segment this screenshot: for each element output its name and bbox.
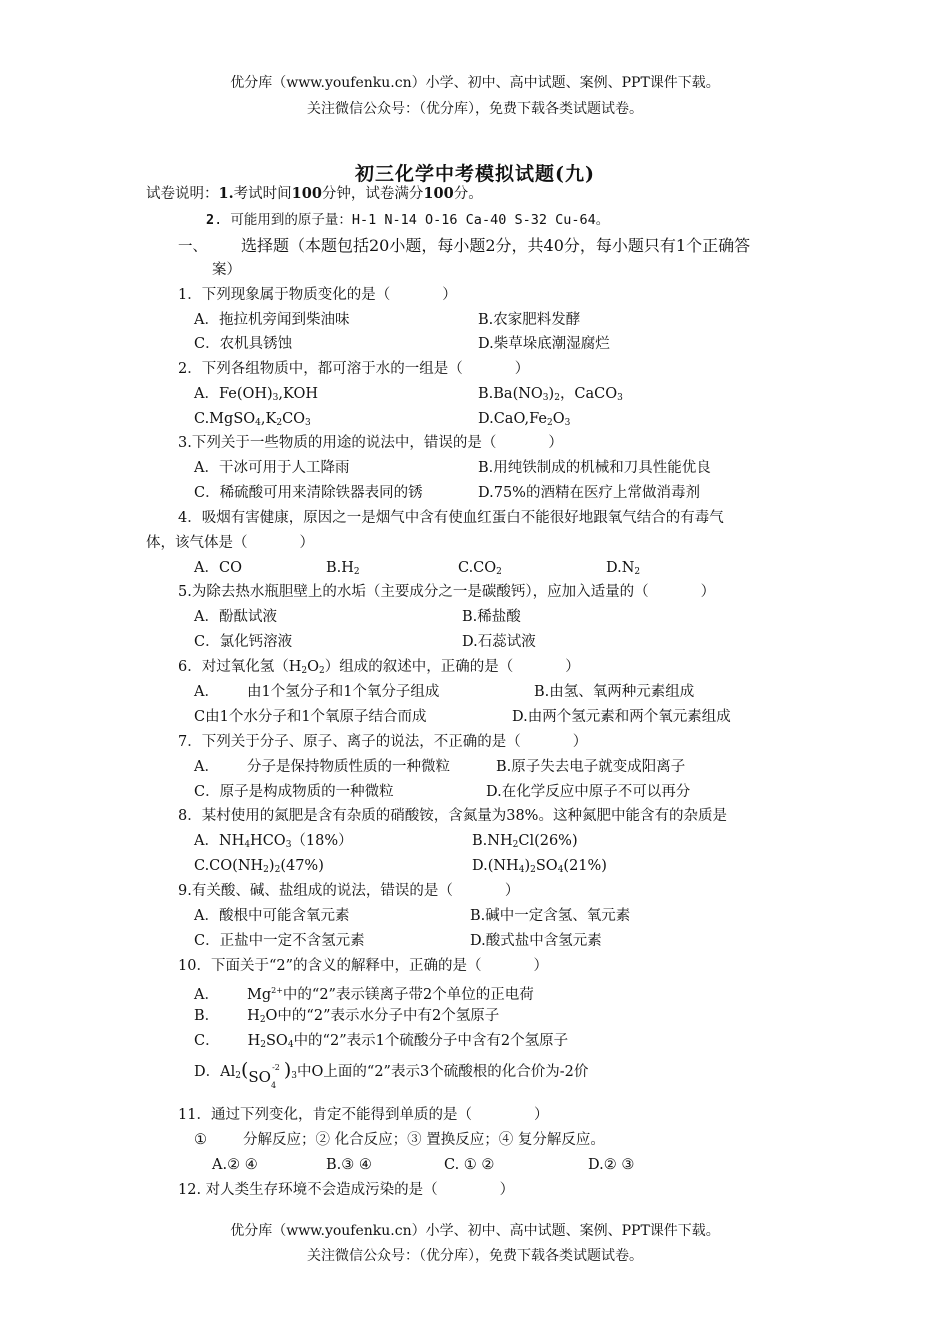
q5-option-b: B.稀盐酸 <box>462 609 521 625</box>
q9-option-d: D.酸式盐中含氢元素 <box>470 933 602 949</box>
q5-option-c: C．氯化钙溶液 <box>194 634 293 650</box>
q11-option-d: D.② ③ <box>588 1157 635 1173</box>
section-heading: 一、 选择题（本题包括20小题，每小题2分，共40分，每小题只有1个正确答 <box>178 236 751 255</box>
question-7: 7．下列关于分子、原子、离子的说法，不正确的是（ ） <box>178 734 588 750</box>
q7-option-a: A． 分子是保持物质性质的一种微粒 <box>194 759 450 775</box>
question-8: 8．某村使用的氮肥是含有杂质的硝酸铵，含氮量为38%。这种氮肥中能含有的杂质是 <box>178 808 727 824</box>
q6-option-b: B.由氢、氧两种元素组成 <box>534 684 695 700</box>
q8-option-b: $B.NH_2Cl(26\%)$ <box>472 833 578 850</box>
q10-option-a: A． $Mg^{2+}$中的“2”表示镁离子带2个单位的正电荷 <box>194 986 534 1003</box>
footer-line-1: 优分库（www.youfenku.cn）小学、初中、高中试题、案例、PPT课件下载。 <box>230 1223 720 1239</box>
q5-option-d: D.石蕊试液 <box>462 634 536 650</box>
question-1: 1．下列现象属于物质变化的是（ ） <box>178 287 457 303</box>
q1-option-b: B.农家肥料发酵 <box>478 312 581 328</box>
q10-option-b: B． $H_2O$中的“2”表示水分子中有2个氢原子 <box>194 1008 500 1025</box>
q6-option-d: D.由两个氢元素和两个氧元素组成 <box>512 709 731 725</box>
q8-option-a: A．$NH_4HCO_3(18\%)$ <box>194 833 353 850</box>
q7-option-b: B.原子失去电子就变成阳离子 <box>496 759 686 775</box>
question-5: 5.为除去热水瓶胆壁上的水垢（主要成分之一是碳酸钙），应加入适量的（ ） <box>178 584 716 600</box>
header-line-2: 关注微信公众号：（优分库），免费下载各类试题试卷。 <box>307 101 643 117</box>
q6-option-a: A． 由1个氢分子和1个氧分子组成 <box>194 684 440 700</box>
q11-option-a: A.② ④ <box>212 1157 258 1173</box>
instructions-line-1: 试卷说明：1.考试时间100分钟，试卷满分100分。 <box>146 185 483 202</box>
q2-option-d: $D.CaO,Fe_2O_3$ <box>478 411 571 428</box>
q7-option-d: D.在化学反应中原子不可以再分 <box>486 784 691 800</box>
q10-option-c: C． $H_2SO_4$中的“2”表示1个硫酸分子中含有2个氢原子 <box>194 1033 569 1050</box>
q8-option-c: $C.CO(NH_2)_2(47\%)$ <box>194 858 324 875</box>
q9-option-a: A．酸根中可能含氧元素 <box>194 908 350 924</box>
q1-option-c: C．农机具锈蚀 <box>194 336 293 352</box>
header-line-1: 优分库（www.youfenku.cn）小学、初中、高中试题、案例、PPT课件下载。 <box>230 75 720 91</box>
question-12: 12. 对人类生存环境不会造成污染的是（ ） <box>178 1182 515 1198</box>
q4-option-d: $D.N_2$ <box>606 560 641 577</box>
instructions-line-2: 2. 可能用到的原子量：H-1 N-14 O-16 Ca-40 S-32 Cu-64。 <box>206 212 610 228</box>
q4-option-c: $C.CO_2$ <box>458 560 502 577</box>
q11-list: ① 分解反应；② 化合反应；③ 置换反应；④ 复分解反应。 <box>194 1132 605 1148</box>
instructions-label: 试卷说明： <box>146 186 219 202</box>
q9-option-c: C．正盐中一定不含氢元素 <box>194 933 365 949</box>
q11-option-b: B.③ ④ <box>326 1157 372 1173</box>
question-6: 6．对过氧化氢$(H_2O_2)$组成的叙述中，正确的是（ ） <box>178 659 580 676</box>
q11-option-c: C. ① ② <box>444 1157 495 1173</box>
q3-option-d: D.75%的酒精在医疗上常做消毒剂 <box>478 485 700 501</box>
question-4: 4．吸烟有害健康，原因之一是烟气中含有使血红蛋白不能很好地跟氧气结合的有毒气 <box>178 510 724 526</box>
q2-option-a: A．$Fe(OH)_3,KOH$ <box>194 386 318 403</box>
question-9: 9.有关酸、碱、盐组成的说法，错误的是（ ） <box>178 883 520 899</box>
section-heading-cont: 案） <box>212 262 241 278</box>
q3-option-b: B.用纯铁制成的机械和刀具性能优良 <box>478 460 711 476</box>
q4-option-b: $B.H_2$ <box>326 560 360 577</box>
question-11: 11．通过下列变化，肯定不能得到单质的是（ ） <box>178 1107 549 1123</box>
page-title: 初三化学中考模拟试题(九) <box>355 163 595 185</box>
sulfate-ion-formula: $SO_4^{-2}$ <box>248 1063 280 1090</box>
question-10: 10．下面关于“2”的含义的解释中，正确的是（ ） <box>178 958 549 974</box>
q2-option-c: $C.MgSO_4,K_2CO_3$ <box>194 411 311 428</box>
q3-option-c: C．稀硫酸可用来清除铁器表同的锈 <box>194 485 423 501</box>
q6-option-c: C由1个水分子和1个氧原子结合而成 <box>194 709 427 725</box>
q7-option-c: C．原子是构成物质的一种微粒 <box>194 784 394 800</box>
question-3: 3.下列关于一些物质的用途的说法中，错误的是（ ） <box>178 435 563 451</box>
q3-option-a: A．干冰可用于人工降雨 <box>194 460 350 476</box>
footer-line-2: 关注微信公众号：（优分库），免费下载各类试题试卷。 <box>307 1248 643 1264</box>
q5-option-a: A．酚酞试液 <box>194 609 277 625</box>
question-2: 2．下列各组物质中，都可溶于水的一组是（ ） <box>178 361 530 377</box>
q9-option-b: B.碱中一定含氢、氧元素 <box>470 908 631 924</box>
q4-option-a: A．CO <box>194 560 242 576</box>
q1-option-d: D.柴草垛底潮湿腐烂 <box>478 336 610 352</box>
q8-option-d: $D.(NH_4)_2SO_4(21\%)$ <box>472 858 607 875</box>
q1-option-a: A．拖拉机旁闻到柴油味 <box>194 312 350 328</box>
question-4-cont: 体，该气体是（ ） <box>146 535 314 551</box>
q10-option-d: D．$Al_2(SO_4^{-2}$ )$_3$中O上面的“2”表示3个硫酸根的化合价为-2价 <box>194 1058 588 1090</box>
q2-option-b: $B.Ba(NO_3)_2$，CaCO$_3$ <box>478 386 623 403</box>
